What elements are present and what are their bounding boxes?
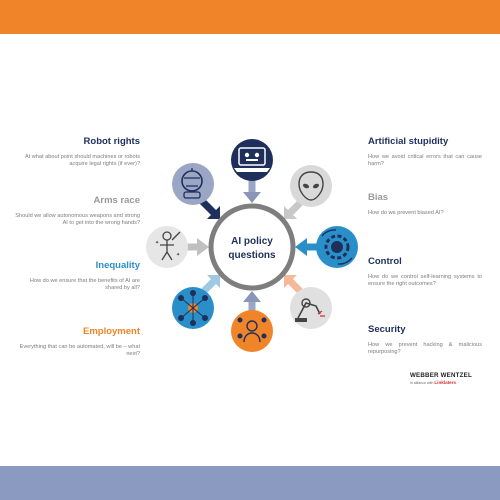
svg-text:✦: ✦ [155,240,160,246]
webber-wentzel-logo [410,372,490,385]
topic-control [368,256,482,289]
arrow-arms-race [187,238,209,256]
network-people-icon [172,287,214,329]
logo-name: WEBBER WENTZEL [410,372,472,379]
topic-bias [368,192,482,217]
gear-arrows-icon [316,226,358,268]
topic-description: Everything that can be automated, will be – what next? [19,344,140,358]
svg-text:✦: ✦ [176,252,181,258]
center-ring [211,206,293,288]
bottom-color-band [0,466,500,500]
topic-description: How do we control self-learning systems to ensure the right outcomes? [368,274,482,288]
arrow-employment [243,291,261,313]
arrow-bias [284,203,300,219]
topic-description: How do we ensure that the benefits of AI are shared by all? [29,278,140,292]
topic-description: Should we allow autonomous weapons and strong AI to get into the wrong hands? [15,213,140,227]
arrow-inequality [204,275,220,291]
topic-artificial-stupidity [368,136,482,169]
topic-description: How we avoid critical errors that can cause harm? [368,154,482,168]
topic-title: Robot rights [83,136,140,147]
topic-title: Arms race [93,195,140,206]
arrow-control [295,238,317,256]
topic-description: At what about point should machines or robots acquire legal rights (if ever)? [24,154,140,168]
logo-tagline-text: in alliance with [410,381,434,385]
topic-security [368,324,482,357]
topic-title: Control [368,256,402,267]
alien-face-icon [290,165,332,207]
logo-partner: Linklaters [434,380,457,385]
robot-head-icon [172,163,214,205]
topic-title: Employment [82,326,140,337]
soldier-robot-icon [146,226,188,268]
topic-description: How do we prevent biased AI? [368,210,444,216]
topic-description: How we prevent hacking & malicious repurposing? [368,342,482,356]
center-label-line2: questions [228,250,276,261]
topic-employment [12,326,140,359]
topic-robot-rights [12,136,140,169]
arrow-robot-rights [202,201,220,219]
topic-title: Security [368,324,406,335]
robot-arm-icon [290,287,332,329]
topic-title: Inequality [95,260,140,271]
topic-inequality [12,260,140,293]
laptop-robot-icon [231,139,273,181]
topic-arms-race [12,195,140,228]
topic-title: Artificial stupidity [368,136,449,147]
logo-tagline [410,380,490,385]
topic-title: Bias [368,192,389,203]
person-network-icon [231,310,273,352]
arrow-artificial-stupidity [243,180,261,203]
center-label-line1: AI policy [231,236,273,247]
arrow-security [284,275,300,291]
